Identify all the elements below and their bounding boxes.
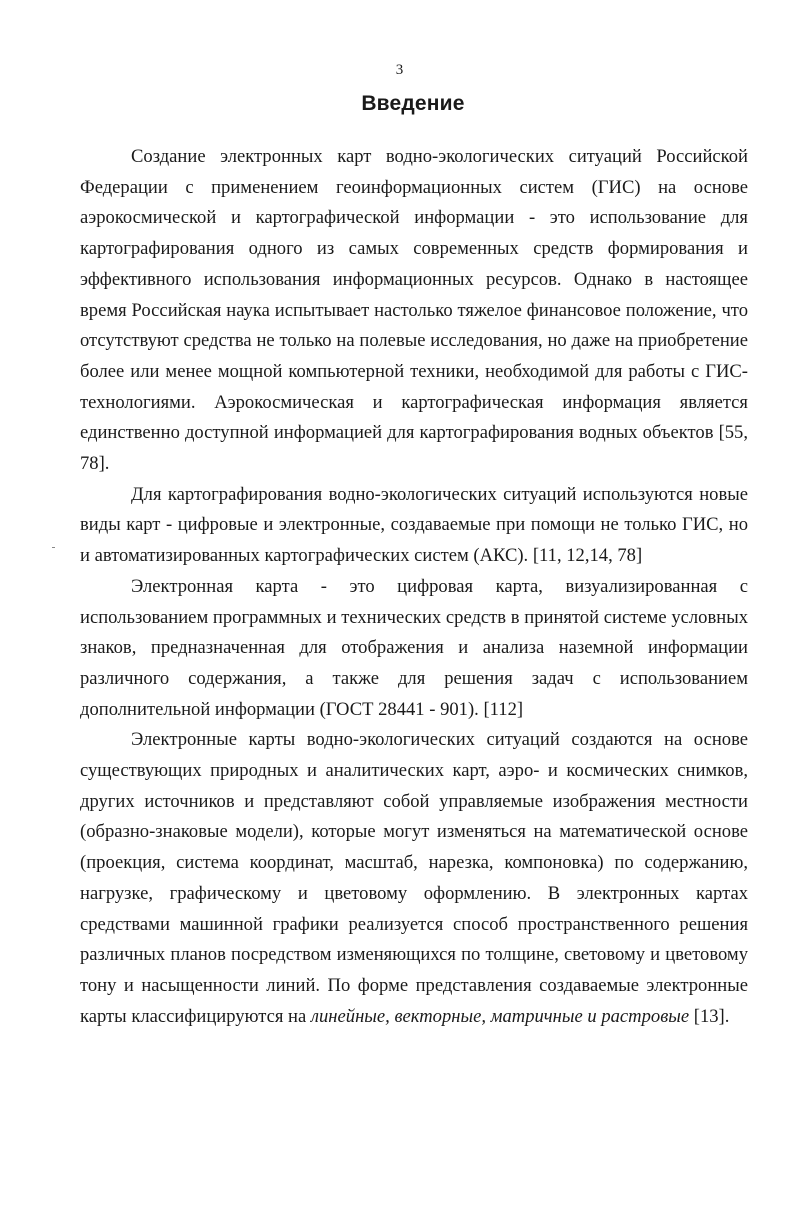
paragraph-2: Для картографирования водно-экологических ситуаций используются новые виды карт - цифровые и электронные, создаваемые при помощи не только ГИС, но и автоматизированных картографических систем (АКС). [11, 12,14, 78] (80, 483, 748, 567)
paragraph-1: Создание электронных карт водно-экологических ситуаций Российской Федерации с применением геоинформационных систем (ГИС) на основе аэрокосмической и картографической информации - это использование для картографирования одного из самых современных средств формирования и эффективного использования информационных ресурсов. Однако в настоящее время Российская наука испытывает настолько тяжелое финансовое положение, что отсутствуют средства не только на полевые исследования, но даже на приобретение более или менее мощной компьютерной техники, необходимой для работы с ГИС-технологиями. Аэрокосмическая и картографическая информация является единственно доступной информацией для картографирования водных объектов [55, 78]. (80, 146, 748, 475)
paragraph-4-italic-terms: линейные, векторные, матричные и растровые (310, 1005, 690, 1027)
page-title: Введение (361, 92, 465, 115)
margin-mark (52, 547, 55, 548)
paragraph-3: Электронная карта - это цифровая карта, визуализированная с использованием программных и технических средств в принятой системе условных знаков, предназначенная для отображения и анализа наземной информации различного содержания, а также для решения задач с использованием дополнительной информации (ГОСТ 28441 - 901). [112] (80, 575, 748, 720)
paragraph-4 (80, 725, 748, 1032)
page-number: 3 (395, 62, 404, 78)
body-text (80, 142, 748, 1032)
paragraph-4-citation: [13]. (689, 1005, 730, 1027)
paragraph-4-text: Электронные карты водно-экологических ситуаций создаются на основе существующих природных и аналитических карт, аэро- и космических снимков, других источников и представляют собой управляемые изображения местности (образно-знаковые модели), которые могут изменяться на математической основе (проекция, система координат, масштаб, нарезка, компоновка) по содержанию, нагрузке, графическому и цветовому оформлению. В электронных картах средствами машинной графики реализуется способ пространственного решения различных планов посредством изменяющихся по толщине, световому и цветовому тону и насыщенности линий. По форме представления создаваемые электронные карты классифицируются на (80, 729, 748, 1027)
